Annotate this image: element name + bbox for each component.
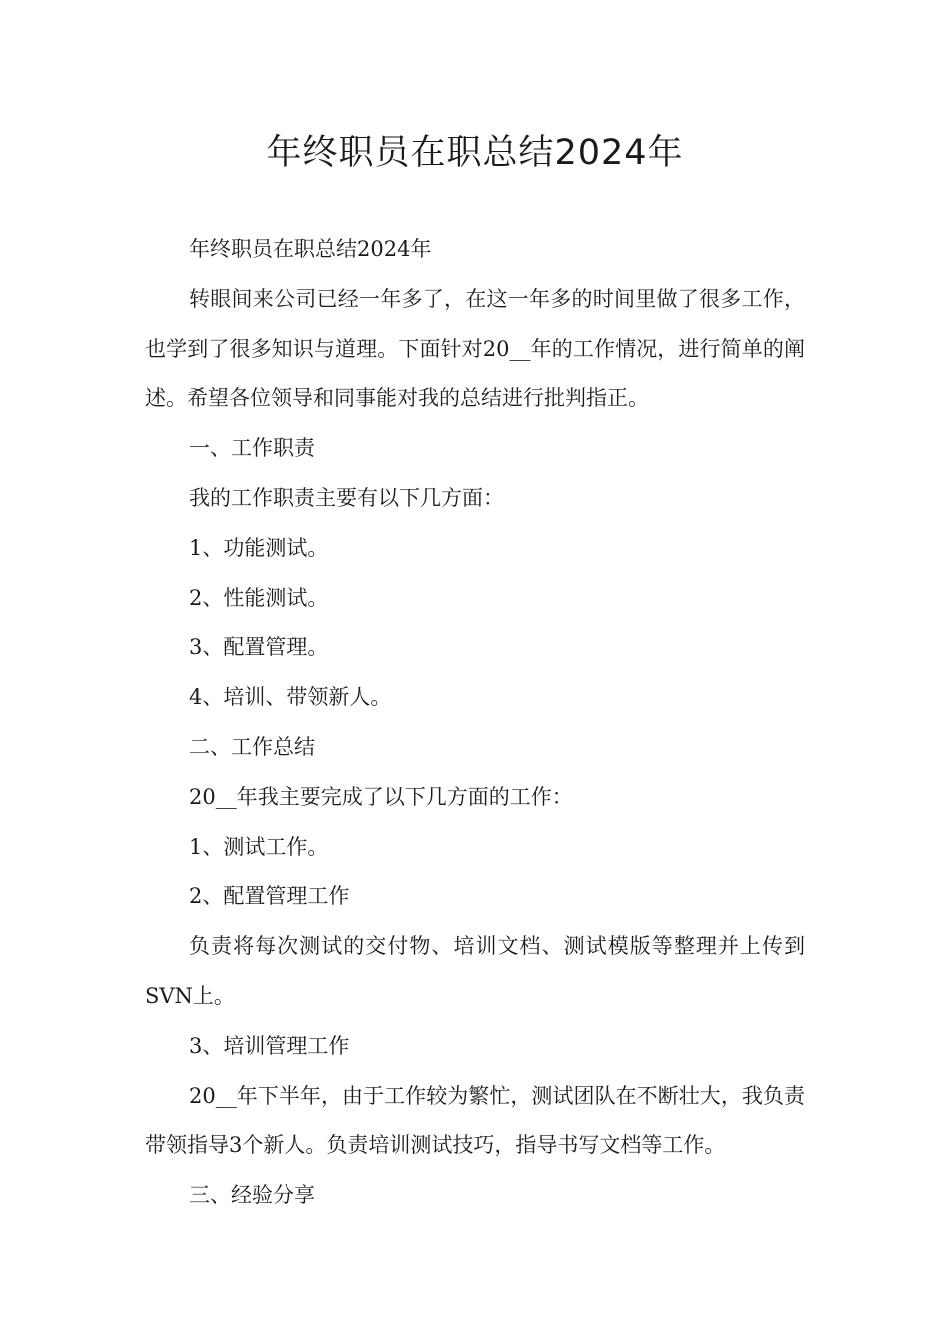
- section-heading-responsibilities: 一、工作职责: [189, 436, 315, 461]
- list-item: 1、功能测试。: [189, 535, 329, 560]
- list-item: 3、培训管理工作: [189, 1033, 350, 1058]
- section-heading-experience: 三、经验分享: [189, 1183, 315, 1208]
- list-item: 3、配置管理。: [189, 635, 329, 660]
- list-item: 2、配置管理工作: [189, 884, 350, 909]
- list-item: 2、性能测试。: [189, 585, 329, 610]
- paragraph-subtitle: 年终职员在职总结2024年: [189, 237, 432, 261]
- paragraph-responsibilities-lead: 我的工作职责主要有以下几方面：: [189, 485, 504, 510]
- paragraph-summary-lead: 20__年我主要完成了以下几方面的工作：: [189, 784, 573, 809]
- paragraph-intro: 转眼间来公司已经一年多了，在这一年多的时间里做了很多工作，也学到了很多知识与道理。下面针对20__年的工作情况，进行简单的阐述。希望各位领导和同事能对我的总结进行批判指正。: [145, 286, 805, 411]
- paragraph-config-management: 负责将每次测试的交付物、培训文档、测试模版等整理并上传到SVN上。: [145, 934, 805, 1008]
- list-item: 4、培训、带领新人。: [189, 685, 392, 710]
- paragraph-training-management: 20__年下半年，由于工作较为繁忙，测试团队在不断壮大，我负责带领指导3个新人。负责培训测试技巧，指导书写文档等工作。: [145, 1083, 805, 1158]
- document-title: 年终职员在职总结2024年: [266, 133, 684, 173]
- list-item: 1、测试工作。: [189, 834, 329, 859]
- section-heading-summary: 二、工作总结: [189, 734, 315, 759]
- document-body: [145, 225, 805, 1221]
